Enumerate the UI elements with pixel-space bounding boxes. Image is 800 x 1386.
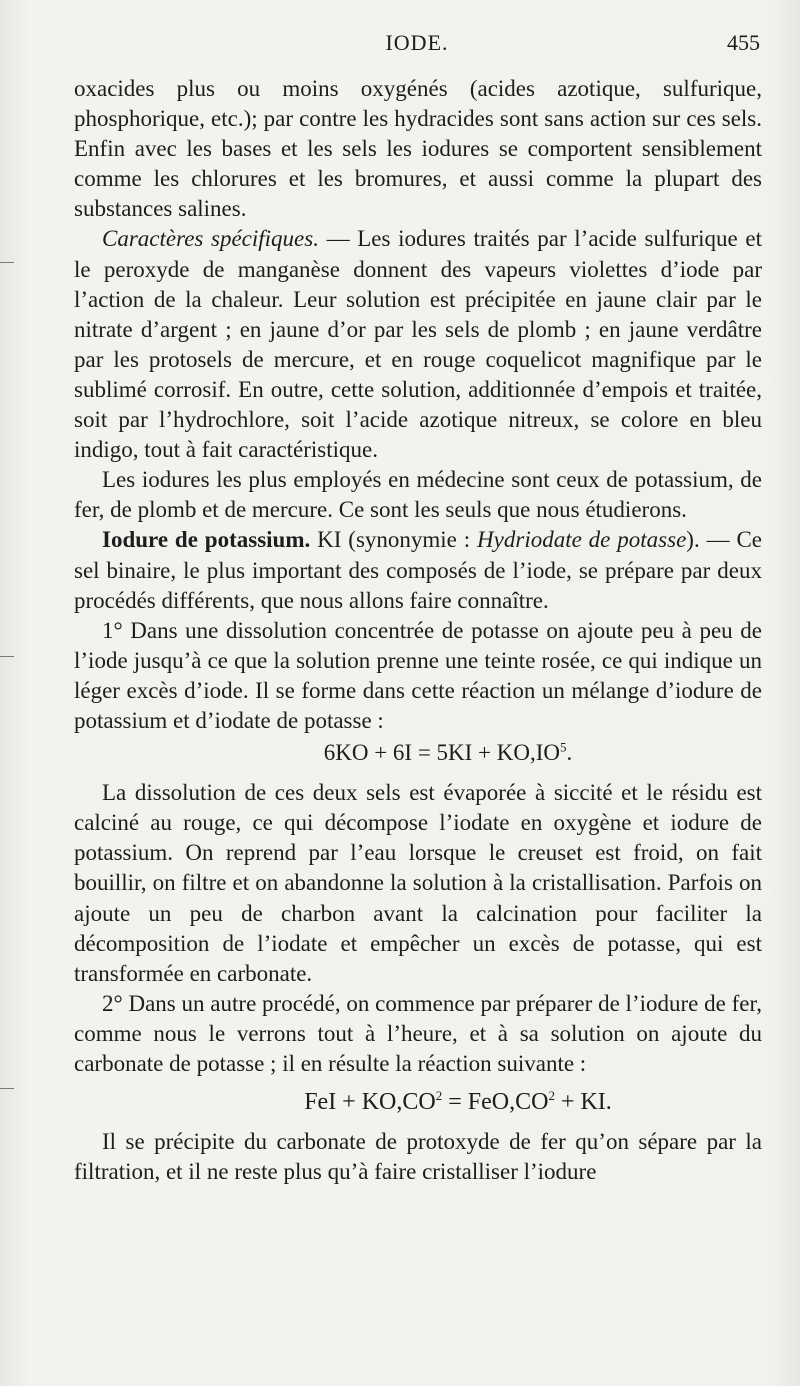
equation-superscript: 2 xyxy=(435,1088,443,1104)
paragraph-iodides-in-medicine: Les iodures les plus employés en médecine sont ceux de potassium, de fer, de plomb et de mercure. Ce sont les seuls que nous étudierons. xyxy=(74,467,762,523)
equation-text: FeI + KO,CO xyxy=(304,1089,436,1116)
paragraph-precipitation: Il se précipite du carbonate de protoxyde de fer qu’on sépare par la filtration, et il ne reste plus qu’à faire cristalliser l’iodure xyxy=(74,1129,762,1185)
running-header xyxy=(74,30,760,60)
paragraph-calcination: La dissolution de ces deux sels est évaporée à siccité et le résidu est calciné au rouge, ce qui décompose l’iodate en oxygène et iodure de potassium. On reprend par l’eau lorsque le creuset est froid, on fait bouillir, on filtre et on abandonne la solution à la cristallisation. Parfois on ajoute un peu de charbon avant la calcination pour faciliter la décomposition de l’iodate et empêcher un excès de potasse, qui est transformée en carbonate. xyxy=(74,780,762,986)
paragraph-text: — Les iodures traités par l’acide sulfurique et le peroxyde de manganèse donnent des vapeurs violettes d’iode par l’action de la chaleur. Leur solution est précipitée en jaune clair par le nitrate d’argent ; en jaune d’or par les sels de plomb ; en jaune verdâtre par les protosels de mercure, et en rouge coquelicot magnifique par le sublimé corrosif. En outre, cette solution, additionnée d’empois et traitée, soit par l’hydrochlore, soit l’acide azotique nitreux, se colore en bleu indigo, tout à fait caractéristique. xyxy=(74,226,762,463)
page-body xyxy=(74,74,762,1187)
section-heading-specific-characters: Caractères spécifiques. xyxy=(102,226,319,252)
equation-text: 6KO + 6I = 5KI + KO,IO xyxy=(323,740,561,766)
paragraph-continuation: oxacides plus ou moins oxygénés (acides azotique, sulfurique, phosphorique, etc.); par contre les hydracides sont sans action sur ces sels. Enfin avec les bases et les sels les iodures se comportent sensiblement comme les chlorures et les bromures, et aussi comme la plupart des substances salines. xyxy=(74,76,762,222)
equation-superscript: 2 xyxy=(548,1088,555,1104)
equation-text: . xyxy=(566,740,573,766)
synonym-term: Hydriodate de potasse xyxy=(477,527,687,553)
paragraph-specific-characters xyxy=(74,224,762,465)
equation-first-process xyxy=(74,738,762,768)
page-edge-mark xyxy=(0,1088,14,1089)
paragraph-first-process: 1° Dans une dissolution concentrée de potasse on ajoute peu à peu de l’iode jusqu’à ce que la solution prenne une teinte rosée, ce qui indique un léger excès d’iode. Il se forme dans cette réaction un mélange d’iodure de potassium et d’iodate de potasse : xyxy=(74,617,762,733)
running-title: IODE. xyxy=(385,30,449,55)
page-number: 455 xyxy=(727,30,760,55)
equation-superscript: 5 xyxy=(560,739,567,755)
page-edge-mark xyxy=(0,262,14,263)
paragraph-second-process: 2° Dans un autre procédé, on commence par préparer de l’iodure de fer, comme nous le verrons tout à l’heure, et à sa solution on ajoute du carbonate de potasse ; il en résulte la réaction suivante : xyxy=(74,990,762,1076)
equation-second-process xyxy=(74,1087,762,1117)
equation-text: + KI. xyxy=(554,1089,612,1116)
equation-text: = FeO,CO xyxy=(442,1089,549,1116)
paragraph-potassium-iodide xyxy=(74,525,762,615)
page-edge-mark xyxy=(0,656,14,657)
paragraph-text: ). — Ce sel binaire, le plus important des composés de l’iode, se prépare par deux procédés différents, que nous allons faire connaître. xyxy=(74,527,763,613)
paragraph-text: KI (synonymie : xyxy=(310,527,478,553)
section-heading-potassium-iodide: Iodure de potassium. xyxy=(102,527,311,553)
